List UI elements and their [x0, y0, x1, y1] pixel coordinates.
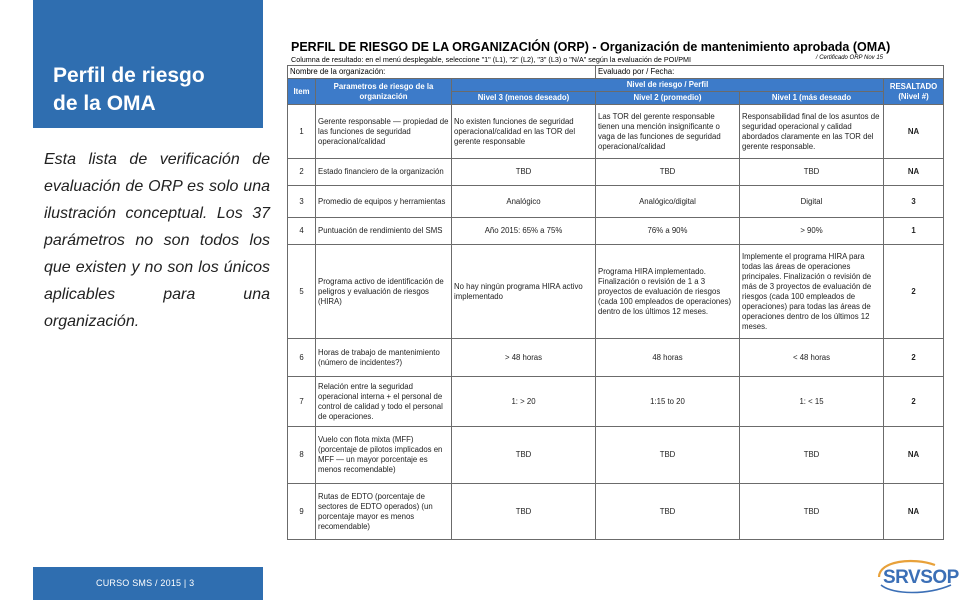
- table-row: [288, 245, 944, 339]
- level2-cell: TBD: [596, 484, 740, 540]
- table-row: [288, 427, 944, 484]
- item-cell: 5: [288, 245, 316, 339]
- level-group-header: Nivel de riesgo / Perfil: [452, 79, 884, 92]
- result-cell: NA: [884, 159, 944, 186]
- result-cell: 3: [884, 186, 944, 218]
- footer-text: CURSO SMS / 2015 | 3: [96, 578, 195, 588]
- result-cell: NA: [884, 105, 944, 159]
- header-row: [288, 79, 944, 92]
- sheet-title: PERFIL DE RIESGO DE LA ORGANIZACIÓN (ORP) - Organización de mantenimiento aprobada (OMA): [291, 40, 891, 54]
- param-cell: Gerente responsable — propiedad de las funciones de seguridad operacional/calidad: [316, 105, 452, 159]
- level1-cell: 1: < 15: [740, 377, 884, 427]
- level1-cell: TBD: [740, 484, 884, 540]
- param-cell: Relación entre la seguridad operacional interna + el personal de control de calidad y todo el personal de operaciones.: [316, 377, 452, 427]
- certificate-note: / Certificado ORP Nov 15: [815, 55, 883, 61]
- level2-cell: 48 horas: [596, 339, 740, 377]
- table-row: [288, 484, 944, 540]
- param-cell: Puntuación de rendimiento del SMS: [316, 218, 452, 245]
- level1-cell: > 90%: [740, 218, 884, 245]
- level3-cell: No hay ningún programa HIRA activo implementado: [452, 245, 596, 339]
- footer-bar: [33, 567, 263, 600]
- level3-cell: No existen funciones de seguridad operacional/calidad en las TOR del gerente responsable: [452, 105, 596, 159]
- level3-cell: Año 2015: 65% a 75%: [452, 218, 596, 245]
- level1-cell: Responsabilidad final de los asuntos de seguridad operacional y calidad abordados claramente en las TOR del gerente responsable.: [740, 105, 884, 159]
- sheet-subtitle: [291, 55, 943, 65]
- level1-header: Nivel 1 (más deseado: [740, 92, 884, 105]
- orp-table: [287, 65, 944, 540]
- result-cell: 2: [884, 377, 944, 427]
- logo-text: SRVSOP: [883, 567, 959, 588]
- item-cell: 2: [288, 159, 316, 186]
- level3-header: Nivel 3 (menos deseado): [452, 92, 596, 105]
- item-cell: 3: [288, 186, 316, 218]
- orp-sheet: [287, 38, 943, 540]
- level2-cell: TBD: [596, 427, 740, 484]
- result-cell: NA: [884, 484, 944, 540]
- org-name-row: [288, 66, 944, 79]
- slide-title: [53, 62, 205, 118]
- level1-cell: TBD: [740, 159, 884, 186]
- level3-cell: TBD: [452, 427, 596, 484]
- level3-cell: TBD: [452, 484, 596, 540]
- level2-cell: TBD: [596, 159, 740, 186]
- title-box: [33, 0, 263, 128]
- item-cell: 6: [288, 339, 316, 377]
- item-cell: 1: [288, 105, 316, 159]
- item-cell: 4: [288, 218, 316, 245]
- level3-cell: > 48 horas: [452, 339, 596, 377]
- item-cell: 9: [288, 484, 316, 540]
- table-row: [288, 339, 944, 377]
- level2-cell: Las TOR del gerente responsable tienen una mención insignificante o vaga de las funciones de seguridad operacional/calidad: [596, 105, 740, 159]
- table-row: [288, 105, 944, 159]
- param-cell: Estado financiero de la organización: [316, 159, 452, 186]
- table-row: [288, 159, 944, 186]
- param-header: Parametros de riesgo de la organización: [316, 79, 452, 105]
- item-cell: 7: [288, 377, 316, 427]
- slide-title-line1: Perfil de riesgo: [53, 64, 205, 87]
- level1-cell: TBD: [740, 427, 884, 484]
- result-cell: 2: [884, 245, 944, 339]
- slide-title-line2: de la OMA: [53, 92, 156, 115]
- item-header: Item: [288, 79, 316, 105]
- level2-cell: 1:15 to 20: [596, 377, 740, 427]
- level2-cell: 76% a 90%: [596, 218, 740, 245]
- param-cell: Vuelo con flota mixta (MFF) (porcentaje de pilotos implicados en MFF — un mayor porcentaje es menos recomendable): [316, 427, 452, 484]
- item-cell: 8: [288, 427, 316, 484]
- sheet-subtitle-text: Columna de resultado: en el menú desplegable, seleccione "1" (L1), "2" (L2), "3" (L3) o "N/A" según la evaluación de POI/PMI: [291, 55, 691, 64]
- result-cell: 2: [884, 339, 944, 377]
- param-cell: Horas de trabajo de mantenimiento (número de incidentes?): [316, 339, 452, 377]
- level1-cell: Digital: [740, 186, 884, 218]
- intro-text: Esta lista de verificación de evaluación de ORP es solo una ilustración conceptual. Los 37 parámetros no son todos los que existen y no son los únicos aplicables para una organización.: [44, 151, 270, 330]
- level2-header: Nivel 2 (promedio): [596, 92, 740, 105]
- level3-cell: TBD: [452, 159, 596, 186]
- level1-cell: Implemente el programa HIRA para todas las áreas de operaciones principales. Finalización o revisión de más de 3 proyectos de evaluación de riesgos (cada 100 empleados de operaciones) para todas las áreas de operaciones dentro de los últimos 12 meses.: [740, 245, 884, 339]
- param-cell: Promedio de equipos y herramientas: [316, 186, 452, 218]
- org-name-label: Nombre de la organización:: [288, 66, 596, 79]
- evaluated-label: Evaluado por / Fecha:: [596, 66, 944, 79]
- level1-cell: < 48 horas: [740, 339, 884, 377]
- level2-cell: Programa HIRA implementado. Finalización o revisión de 1 a 3 proyectos de evaluación de riesgos (cada 100 empleados de operaciones) dentro de los últimos 12 meses.: [596, 245, 740, 339]
- level2-cell: Analógico/digital: [596, 186, 740, 218]
- table-row: [288, 377, 944, 427]
- result-cell: 1: [884, 218, 944, 245]
- level3-cell: 1: > 20: [452, 377, 596, 427]
- result-cell: NA: [884, 427, 944, 484]
- param-cell: Programa activo de identificación de peligros y evaluación de riesgos (HIRA): [316, 245, 452, 339]
- param-cell: Rutas de EDTO (porcentaje de sectores de EDTO operados) (un porcentaje mayor es menos recomendable): [316, 484, 452, 540]
- table-row: [288, 186, 944, 218]
- result-header: RESALTADO (Nivel #): [884, 79, 944, 105]
- table-row: [288, 218, 944, 245]
- level3-cell: Analógico: [452, 186, 596, 218]
- srvsop-logo: [873, 555, 959, 597]
